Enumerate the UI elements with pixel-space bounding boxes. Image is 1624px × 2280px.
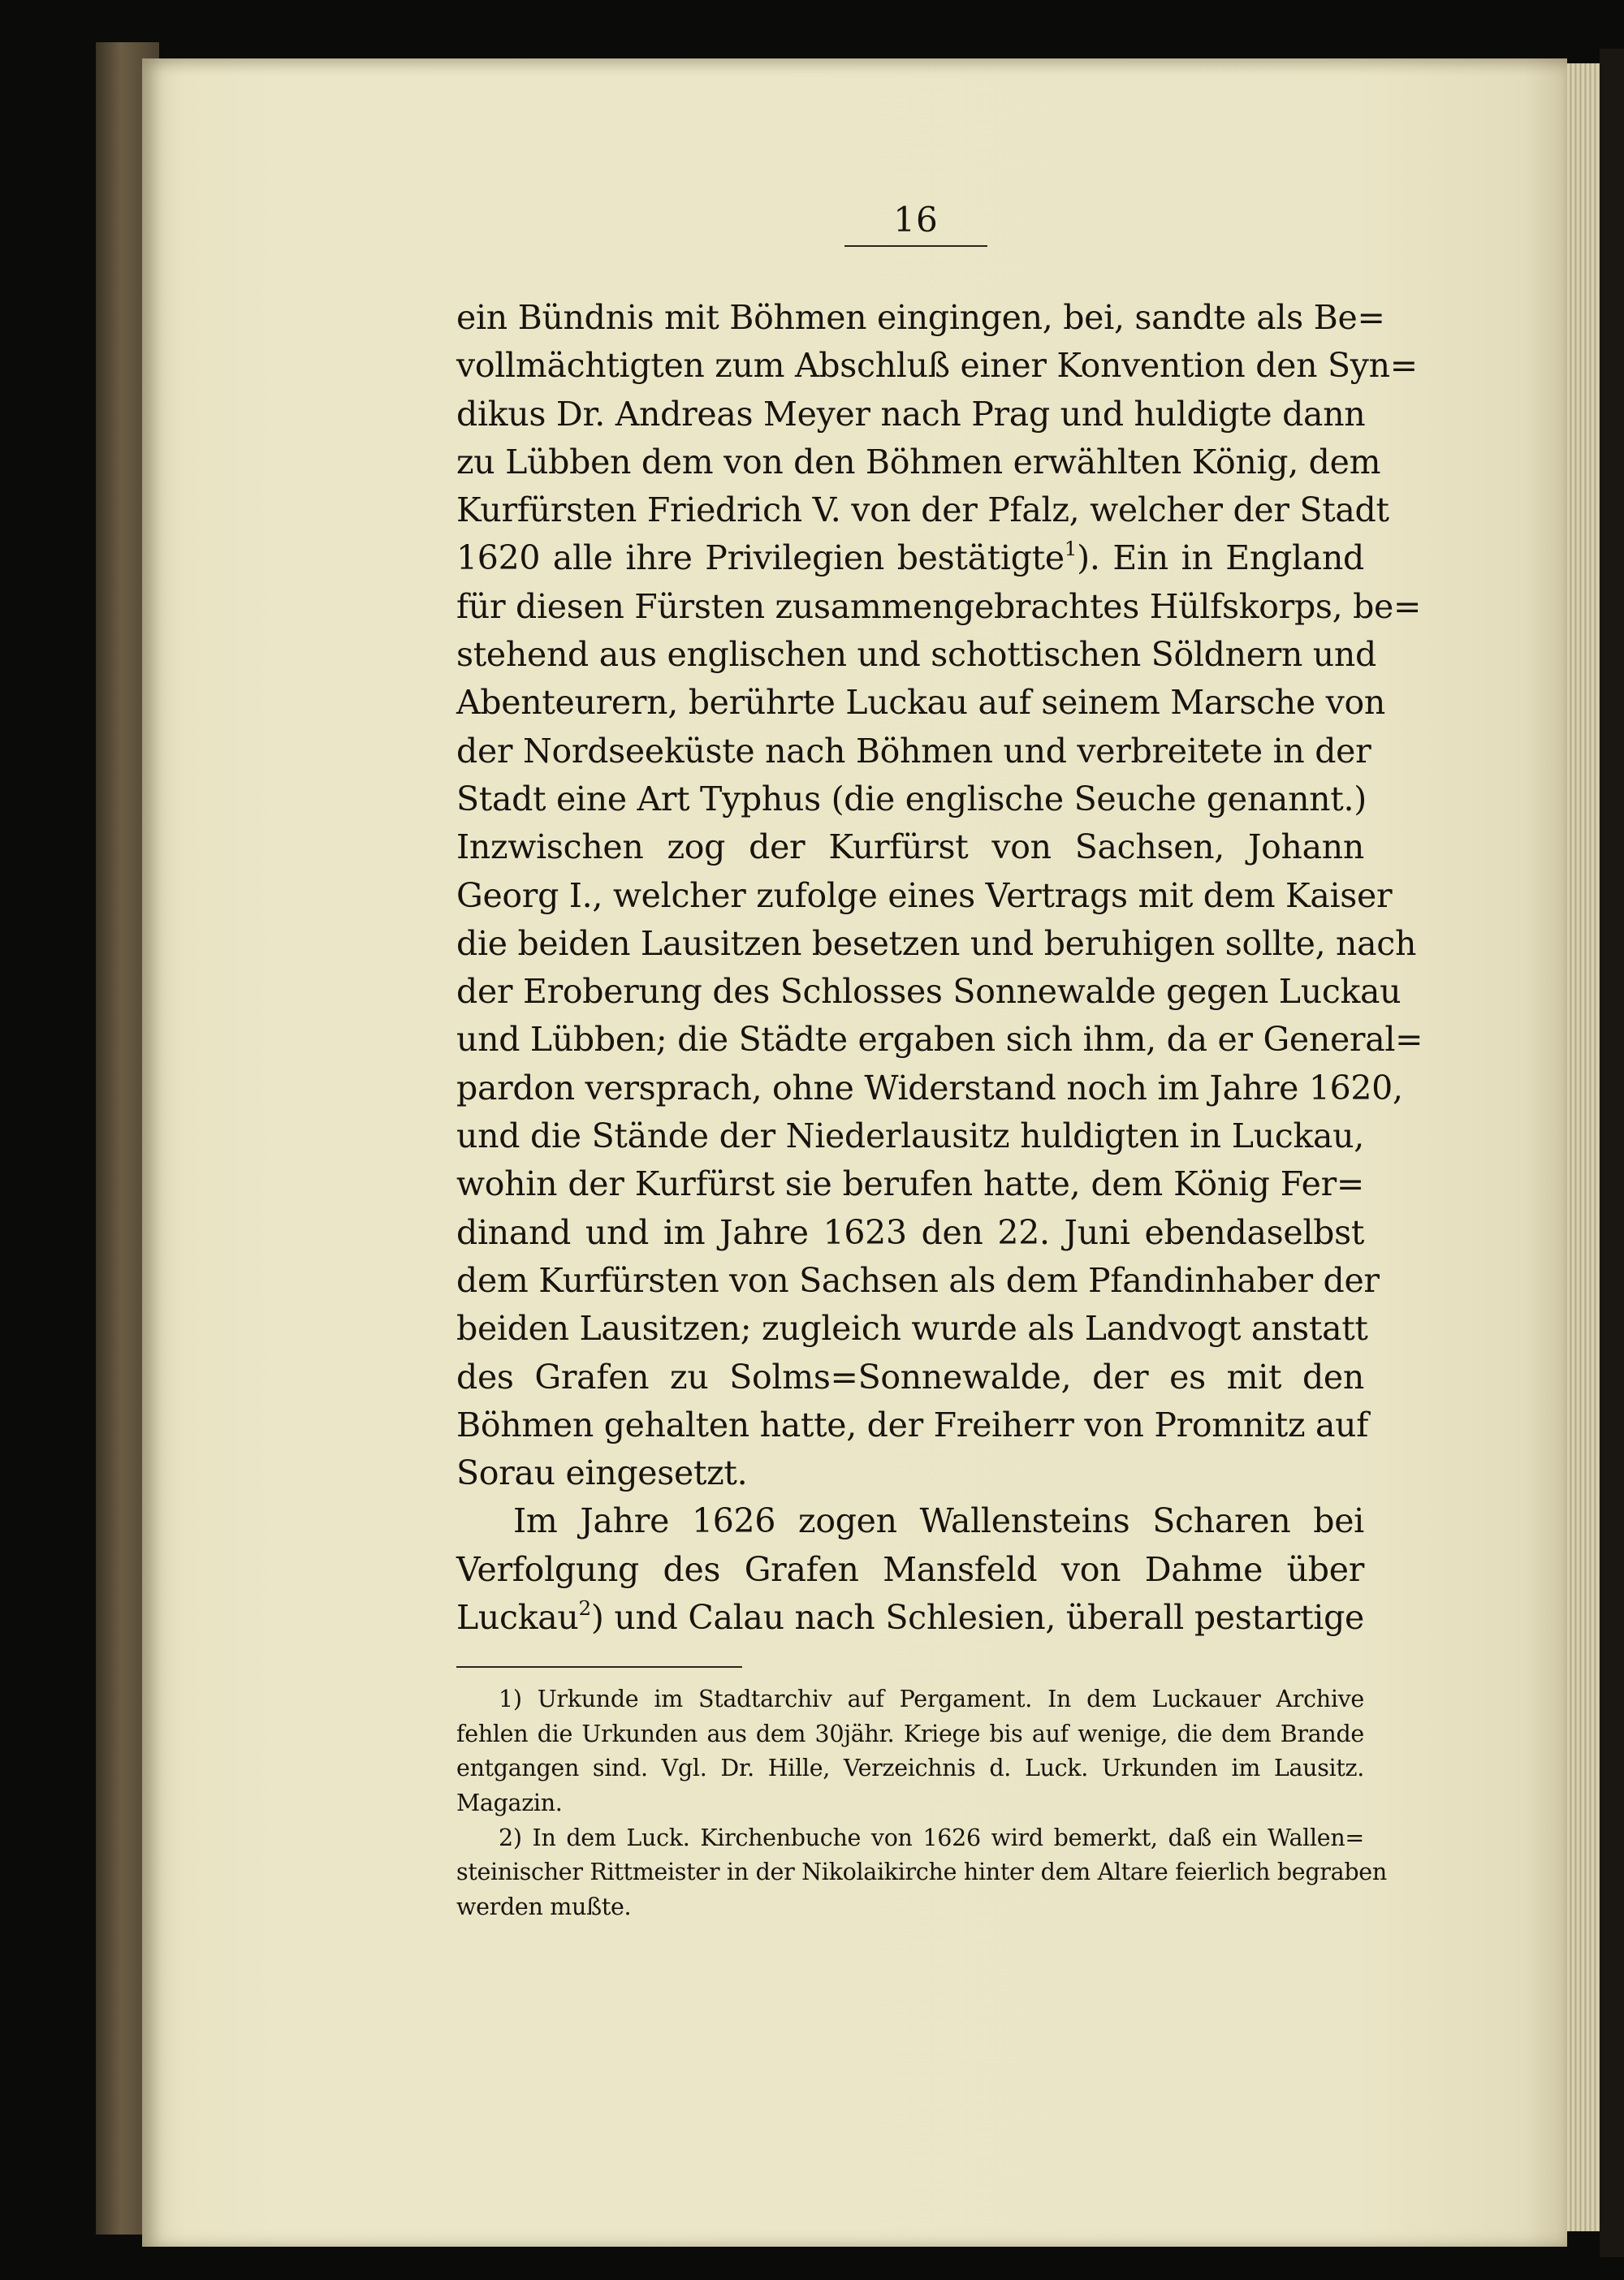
body-line: Inzwischen zog der Kurfürst von Sachsen, Johann (456, 827, 1364, 867)
footnote-line: steinischer Rittmeister in der Nikolaikirche hinter dem Altare feierlich begraben (456, 1859, 1387, 1886)
body-line: und Lübben; die Städte ergaben sich ihm, da er General= (456, 1020, 1423, 1060)
body-line: des Grafen zu Solms=Sonnewalde, der es mit den (456, 1357, 1364, 1397)
body-line-text: Luckau (456, 1598, 579, 1638)
body-line: der Eroberung des Schlosses Sonnewalde gegen Luckau (456, 972, 1402, 1012)
body-line: Georg I., welcher zufolge eines Vertrags mit dem Kaiser (456, 875, 1393, 915)
body-line: stehend aus englischen und schottischen Söldnern und (456, 635, 1376, 675)
body-text (456, 294, 1423, 1642)
footnote-line: 2) In dem Luck. Kirchenbuche von 1626 wird bemerkt, daß ein Wallen= (499, 1824, 1364, 1851)
body-line-text: ) und Calau nach Schlesien, überall pestartige (590, 1598, 1364, 1638)
body-line (456, 534, 1364, 582)
body-line: dinand und im Jahre 1623 den 22. Juni ebendaselbst (456, 1212, 1364, 1252)
body-line: zu Lübben dem von den Böhmen erwählten König, dem (456, 442, 1381, 481)
body-line: pardon versprach, ohne Widerstand noch im Jahre 1620, (456, 1068, 1403, 1108)
body-line: beiden Lausitzen; zugleich wurde als Landvogt anstatt (456, 1309, 1368, 1349)
footnote-line: werden mußte. (456, 1894, 632, 1921)
body-line: Verfolgung des Grafen Mansfeld von Dahme über (456, 1549, 1364, 1589)
footnote-reference: 1 (1064, 537, 1078, 561)
footnote-line: 1) Urkunde im Stadtarchiv auf Pergament. In dem Luckauer Archive (499, 1686, 1364, 1712)
footnote-line: entgangen sind. Vgl. Dr. Hille, Verzeichnis d. Luck. Urkunden im Lausitz. (456, 1755, 1364, 1782)
book-cover-right-edge (1600, 49, 1624, 2257)
page-block-edges (1567, 63, 1600, 2231)
body-line: Kurfürsten Friedrich V. von der Pfalz, welcher der Stadt (456, 490, 1389, 530)
body-line: Abenteurern, berührte Luckau auf seinem Marsche von (456, 683, 1385, 723)
body-line (456, 1594, 1364, 1642)
footnote-line: fehlen die Urkunden aus dem 30jähr. Kriege bis auf wenige, die dem Brande (456, 1720, 1364, 1747)
footnotes (456, 1682, 1387, 1925)
footnote-line: Magazin. (456, 1790, 563, 1817)
page-number: 16 (893, 200, 939, 240)
body-line: Böhmen gehalten hatte, der Freiherr von Promnitz auf (456, 1405, 1369, 1444)
body-line: die beiden Lausitzen besetzen und beruhigen sollte, nach (456, 923, 1417, 963)
body-line: Sorau eingesetzt. (456, 1453, 748, 1493)
footnote-reference: 2 (578, 1596, 591, 1620)
body-line: für diesen Fürsten zusammengebrachtes Hülfskorps, be= (456, 586, 1422, 626)
page-number-rule (844, 245, 987, 247)
body-line: der Nordseeküste nach Böhmen und verbreitete in der (456, 731, 1371, 771)
footnote-separator (456, 1666, 742, 1668)
body-line: Stadt eine Art Typhus (die englische Seuche genannt.) (456, 779, 1367, 818)
body-line: vollmächtigten zum Abschluß einer Konvention den Syn= (456, 346, 1418, 386)
body-line-text: 1620 alle ihre Privilegien bestätigte (456, 538, 1065, 578)
body-line-text: ). Ein in England (1077, 538, 1364, 578)
body-line: Im Jahre 1626 zogen Wallensteins Scharen bei (513, 1501, 1364, 1541)
body-line: dikus Dr. Andreas Meyer nach Prag und huldigte dann (456, 394, 1366, 434)
body-line: dem Kurfürsten von Sachsen als dem Pfandinhaber der (456, 1260, 1380, 1300)
body-line: und die Stände der Niederlausitz huldigten in Luckau, (456, 1116, 1364, 1156)
body-line: wohin der Kurfürst sie berufen hatte, dem König Fer= (456, 1164, 1364, 1204)
body-line: ein Bündnis mit Böhmen eingingen, bei, sandte als Be= (456, 298, 1385, 337)
